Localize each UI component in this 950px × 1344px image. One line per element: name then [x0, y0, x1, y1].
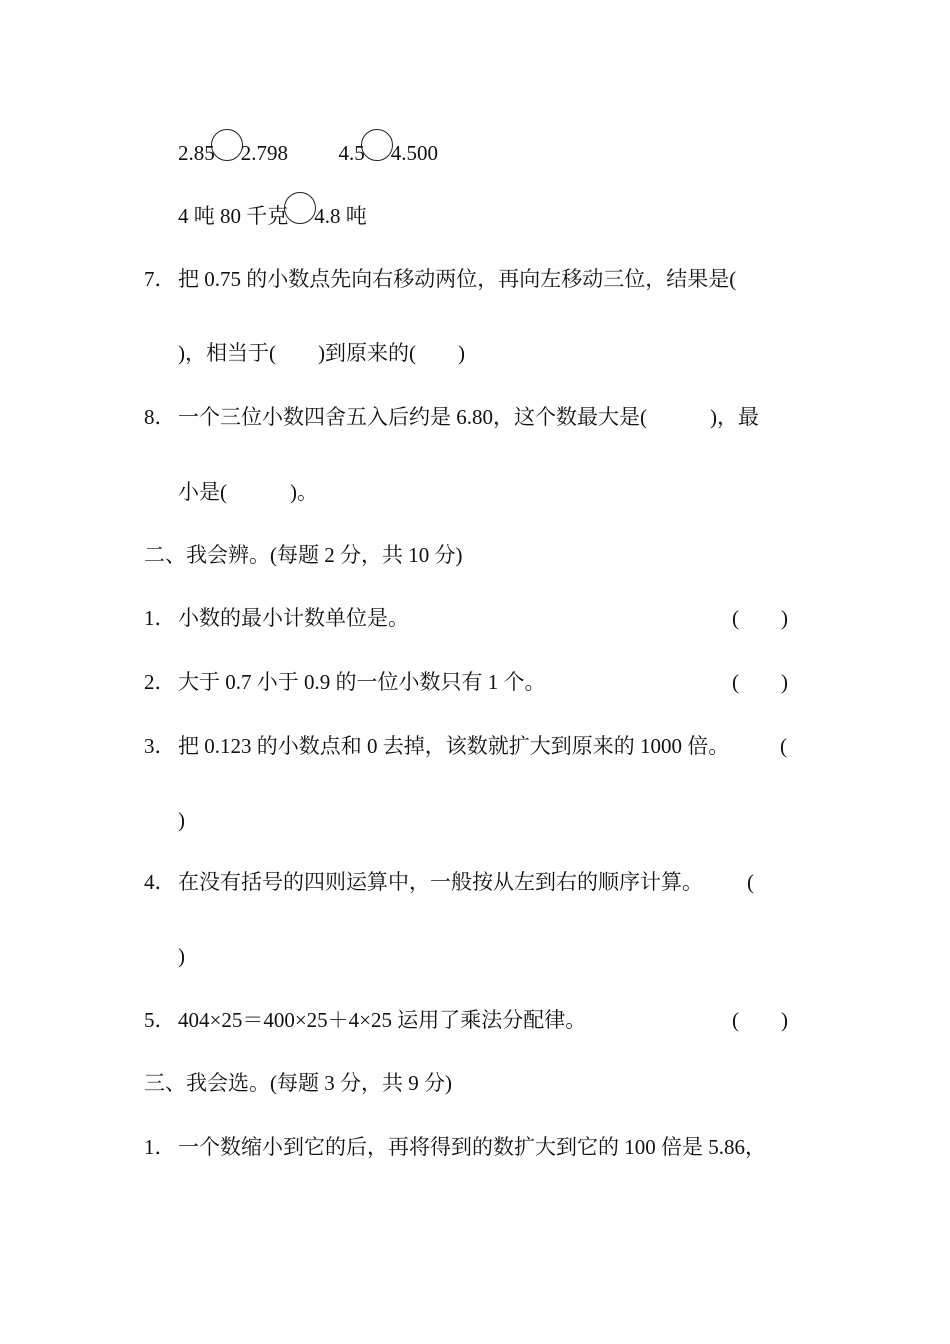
question-number: 8． — [144, 405, 176, 429]
answer-paren-close: ) — [178, 808, 185, 832]
compare-row-2 — [178, 200, 367, 232]
compare-circle-blank[interactable] — [284, 192, 316, 224]
question-7 — [144, 265, 736, 293]
question-8-continued — [178, 478, 318, 506]
judge-item-1 — [144, 604, 409, 632]
question-text: 404×25＝400×25＋4×25 运用了乘法分配律。 — [178, 1008, 587, 1032]
answer-paren-open[interactable]: ( — [747, 870, 754, 894]
answer-parentheses[interactable]: ( ) — [732, 606, 788, 630]
compare-value: 4 吨 80 千克 — [178, 204, 289, 228]
question-text: 把 0.75 的小数点先向右移动两位，再向左移动三位，结果是( — [178, 267, 737, 291]
answer-parentheses[interactable]: ( ) — [732, 1008, 788, 1032]
question-text: 大于 0.7 小于 0.9 的一位小数只有 1 个。 — [178, 670, 546, 694]
choice-question-1 — [144, 1133, 766, 1161]
question-8 — [144, 403, 759, 431]
question-text: 在没有括号的四则运算中，一般按从左到右的顺序计算。 — [178, 870, 703, 894]
compare-row-1 — [178, 137, 438, 169]
judge-item-3 — [144, 732, 729, 760]
compare-circle-blank[interactable] — [361, 129, 393, 161]
question-number: 1． — [144, 606, 176, 630]
judge-item-2 — [144, 668, 546, 696]
section-3-title: 三、我会选。(每题 3 分，共 9 分) — [144, 1071, 452, 1095]
question-text: )，相当于( )到原来的( ) — [178, 341, 465, 365]
question-text: 小是( )。 — [178, 480, 318, 504]
answer-parentheses[interactable]: ( ) — [732, 670, 788, 694]
answer-paren-close: ) — [178, 944, 185, 968]
question-text: 一个三位小数四舍五入后约是 6.80，这个数最大是( )，最 — [178, 405, 759, 429]
compare-value: 2.798 — [240, 141, 288, 165]
section-2-title: 二、我会辨。(每题 2 分，共 10 分) — [144, 543, 463, 567]
compare-value: 2.85 — [178, 141, 215, 165]
question-7-continued — [178, 339, 465, 367]
question-number: 1． — [144, 1135, 176, 1159]
question-text: 一个数缩小到它的后，再将得到的数扩大到它的 100 倍是 5.86， — [178, 1135, 766, 1159]
compare-value: 4.8 吨 — [314, 204, 367, 228]
question-number: 3． — [144, 734, 176, 758]
question-text: 把 0.123 的小数点和 0 去掉，该数就扩大到原来的 1000 倍。 — [178, 734, 730, 758]
answer-paren-open[interactable]: ( — [780, 734, 787, 758]
compare-circle-blank[interactable] — [211, 129, 243, 161]
question-number: 5． — [144, 1008, 176, 1032]
question-number: 2． — [144, 670, 176, 694]
question-number: 4． — [144, 870, 176, 894]
question-number: 7． — [144, 267, 176, 291]
compare-value: 4.500 — [390, 141, 438, 165]
compare-value: 4.5 — [338, 141, 365, 165]
judge-item-5 — [144, 1006, 586, 1034]
question-text: 小数的最小计数单位是。 — [178, 606, 409, 630]
judge-item-4 — [144, 868, 703, 896]
